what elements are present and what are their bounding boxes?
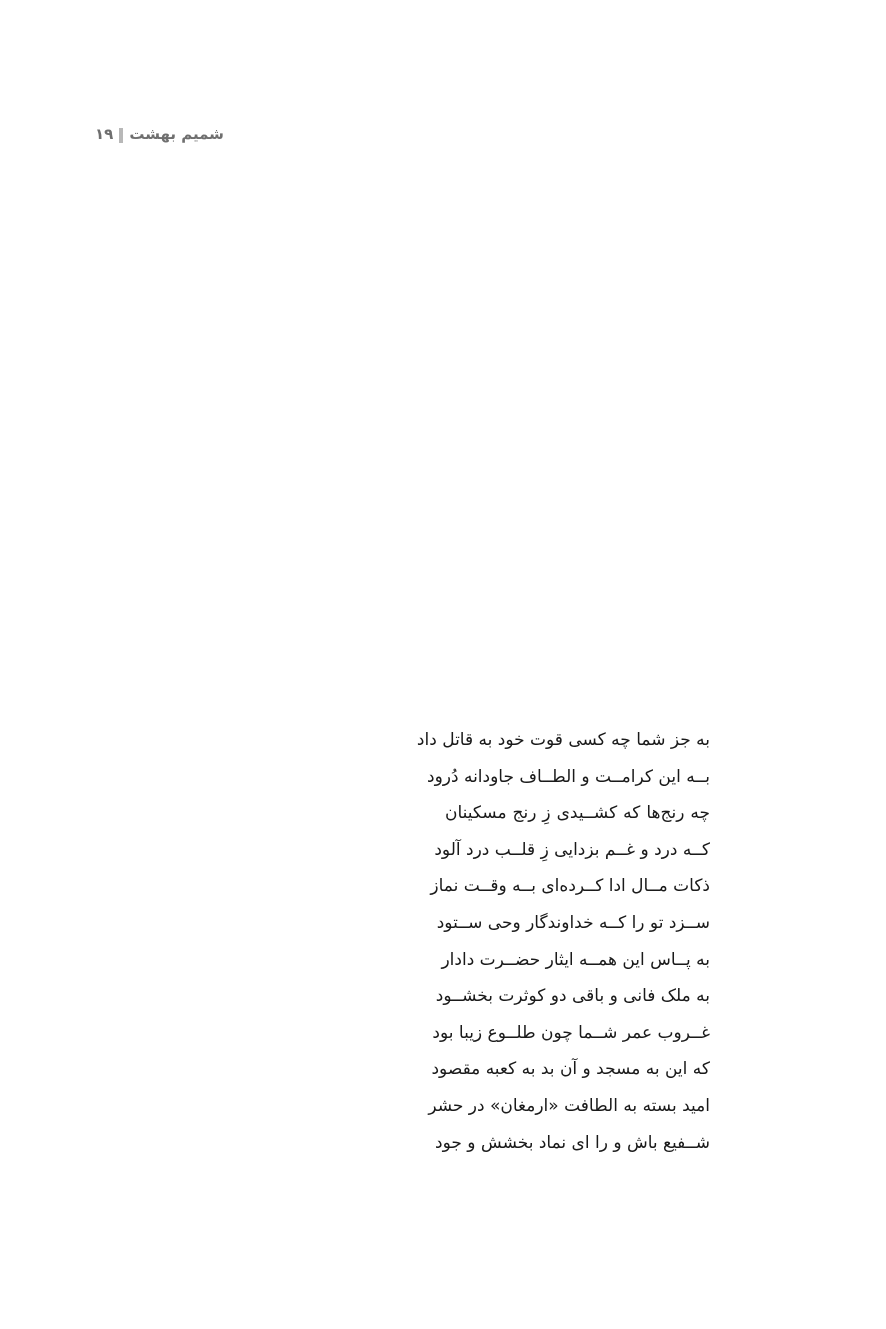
poem-line-6: ســزد تو را کــه خداوندگار وحی ســتود [436,912,710,933]
poem-line-8: به ملک فانی و باقی دو کوثرت بخشــود [435,986,710,1007]
header-separator-bar-icon [119,128,123,143]
poem-line-2: بــه این کرامــت و الطــاف جاودانه دُرود [427,766,710,787]
poem-line-12: شــفیع باش و را ای نماد بخشش و جود [435,1132,710,1153]
poem-line-9: غــروب عمر شــما چون طلــوع زیبا بود [432,1022,710,1043]
poem-line-5: ذکات مــال ادا کــرده‌ای بــه وقــت نماز [430,876,710,897]
poem-line-11: امید بسته به الطافت «ارمغان» در حشر [428,1095,710,1116]
poem-line-4: کــه درد و غــم بزدایی زِ قلــب درد آلود [434,839,710,860]
poem-line-7: به پــاس این همــه ایثار حضــرت دادار [441,949,710,970]
poem-line-3: چه رنج‌ها که کشــیدی زِ رنج مسکینان [445,803,710,824]
page-number: ۱۹ [95,125,114,143]
page-header [95,124,224,144]
poem-line-10: که این به مسجد و آن بد به کعبه مقصود [431,1059,710,1080]
poem-block [416,722,710,1161]
book-title: شمیم بهشت [129,125,224,143]
poem-line-1: به جز شما چه کسی قوت خود به قاتل داد [416,730,710,750]
